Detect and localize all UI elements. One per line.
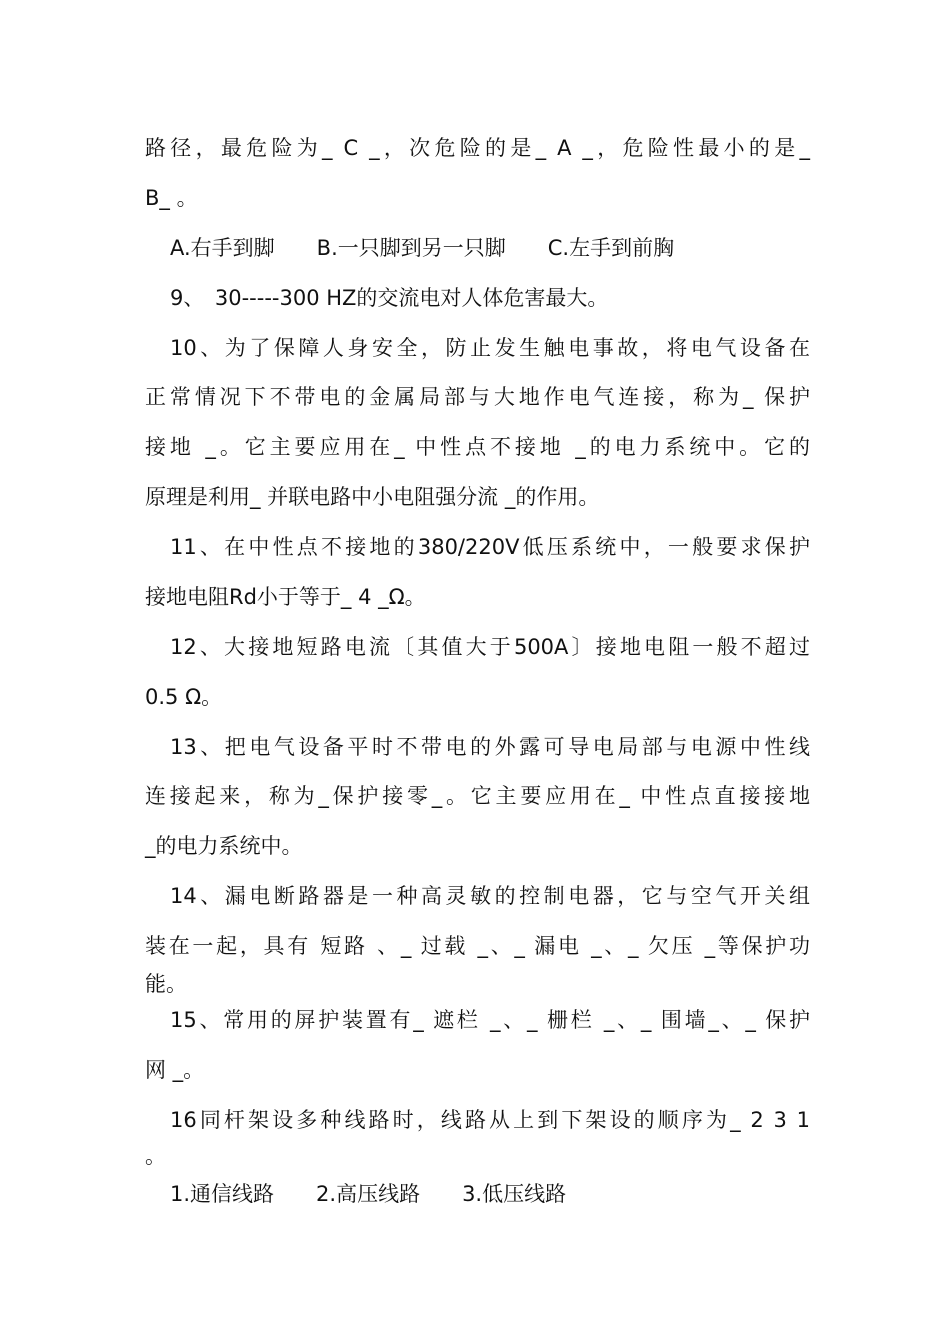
text-line-q9: 9、 30-----300 HZ的交流电对人体危害最大。	[170, 286, 609, 310]
text-line-q14-2: 装在一起，具有 短路 、_ 过载 _、_ 漏电 _、_ 欠压 _等保护功	[145, 934, 810, 958]
text-line-q15-2: 网 _。	[145, 1058, 205, 1082]
text-line-q10-2: 正常情况下不带电的金属局部与大地作电气连接，称为_ 保护	[145, 385, 810, 409]
text-line-q12-1: 12、大接地短路电流〔其值大于500A〕接地电阻一般不超过	[170, 635, 810, 659]
text-line-q11-2: 接地电阻Rd小于等于_ 4 _Ω。	[145, 585, 426, 609]
text-line-q16-2: 。	[145, 1144, 166, 1168]
text-line-q10-1: 10、为了保障人身安全，防止发生触电事故，将电气设备在	[170, 336, 810, 360]
text-line-path-danger: 路径，最危险为_ C _，次危险的是_ A _，危险性最小的是_	[145, 136, 810, 160]
text-line-q16-1: 16同杆架设多种线路时，线路从上到下架设的顺序为_ 2 3 1	[170, 1108, 810, 1132]
text-line-options-abc: A.右手到脚 B.一只脚到另一只脚 C.左手到前胸	[170, 236, 675, 260]
text-line-q13-1: 13、把电气设备平时不带电的外露可导电局部与电源中性线	[170, 735, 810, 759]
text-line-q12-2: 0.5 Ω。	[145, 685, 223, 709]
text-line-q15-1: 15、常用的屏护装置有_ 遮栏 _、_ 栅栏 _、_ 围墙_、_ 保护	[170, 1008, 810, 1032]
text-line-q13-3: _的电力系统中。	[145, 834, 303, 858]
text-line-q10-3: 接地 _。它主要应用在_ 中性点不接地 _的电力系统中。它的	[145, 435, 810, 459]
text-line-q11-1: 11、在中性点不接地的380/220V低压系统中，一般要求保护	[170, 535, 810, 559]
text-line-q14-1: 14、漏电断路器是一种高灵敏的控制电器，它与空气开关组	[170, 884, 810, 908]
text-line-q14-3: 能。	[145, 972, 187, 996]
text-line-answer-b: B_ 。	[145, 186, 198, 210]
text-line-q16-options: 1.通信线路 2.高压线路 3.低压线路	[170, 1182, 567, 1206]
text-line-q10-4: 原理是利用_ 并联电路中小电阻强分流 _的作用。	[145, 485, 600, 509]
text-line-q13-2: 连接起来，称为_保护接零_。它主要应用在_ 中性点直接接地	[145, 784, 810, 808]
